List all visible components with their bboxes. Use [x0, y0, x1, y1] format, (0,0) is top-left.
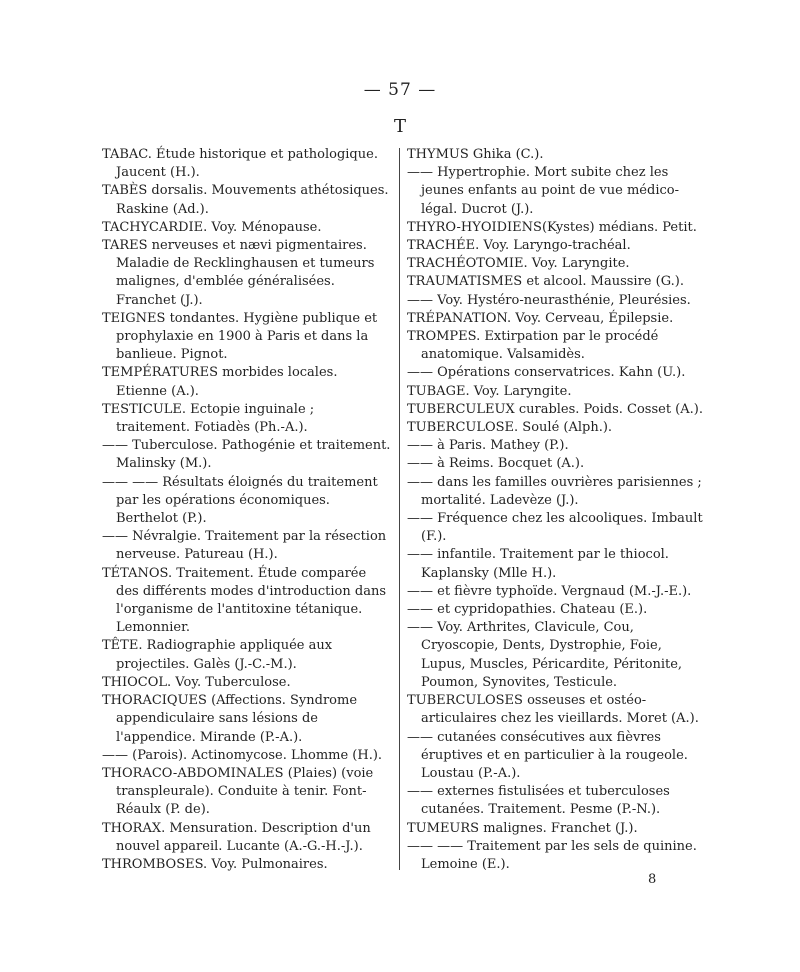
index-entry: TROMPES. Extirpation par le procédé anatomique. Valsamidès.	[407, 329, 659, 363]
index-entry: —— à Reims. Bocquet (A.).	[407, 456, 585, 472]
index-entry: THYMUS Ghika (C.).	[407, 147, 544, 162]
index-entry: —— infantile. Traitement par le thiocol. Kaplansky (Mlle H.).	[407, 547, 669, 581]
column-divider	[399, 148, 400, 870]
signature-mark: 8	[648, 872, 657, 887]
index-entry: TÉTANOS. Traitement. Étude comparée des différents modes d'introduction dans l'organisme de l'antitoxine tétanique. Lemonnier.	[102, 565, 387, 636]
index-entry: —— (Parois). Actinomycose. Lhomme (H.).	[102, 747, 383, 763]
index-entry: —— à Paris. Mathey (P.).	[407, 438, 569, 454]
index-entry: TUMEURS malignes. Franchet (J.).	[407, 820, 638, 836]
index-entry: THORACO-ABDOMINALES (Plaies) (voie transpleurale). Conduite à tenir. Font-Réaulx (P. de).	[102, 765, 374, 818]
index-entry: THIOCOL. Voy. Tuberculose.	[102, 674, 291, 690]
index-entry: TUBERCULOSES osseuses et ostéo-articulaires chez les vieillards. Moret (A.).	[407, 693, 699, 727]
section-letter: T	[393, 116, 406, 137]
index-entry: —— Voy. Arthrites, Clavicule, Cou, Cryoscopie, Dents, Dystrophie, Foie, Lupus, Muscles, Péricardite, Péritonite, Poumon, Synovites, Testicule.	[407, 620, 683, 690]
index-entry: TUBAGE. Voy. Laryngite.	[407, 383, 572, 399]
index-entry: —— externes fistulisées et tuberculoses cutanées. Traitement. Pesme (P.-N.).	[407, 784, 670, 818]
index-entry: TABÈS dorsalis. Mouvements athétosiques. Raskine (Ad.).	[102, 183, 389, 217]
index-entry: —— Névralgie. Traitement par la résection nerveuse. Patureau (H.).	[102, 529, 387, 563]
page-number: — 57 —	[363, 80, 437, 100]
index-entry: —— —— Résultats éloignés du traitement par les opérations économiques. Berthelot (P.).	[102, 474, 378, 527]
index-entry: TUBERCULEUX curables. Poids. Cosset (A.).	[407, 401, 703, 417]
index-entry: TABAC. Étude historique et pathologique. Jaucent (H.).	[102, 147, 378, 181]
index-entry: TEIGNES tondantes. Hygiène publique et prophylaxie en 1900 à Paris et dans la banlieue. Pignot.	[102, 310, 378, 363]
index-entry: TESTICULE. Ectopie inguinale ; traitement. Fotiadès (Ph.-A.).	[102, 401, 315, 436]
index-entry: TARES nerveuses et nævi pigmentaires. Maladie de Recklinghausen et tumeurs malignes, d'emblée généralisées. Franchet (J.).	[102, 238, 375, 308]
index-entry: THORACIQUES (Affections. Syndrome appendiculaire sans lésions de l'appendice. Mirande (P.-A.).	[102, 693, 358, 745]
index-entry: TRAUMATISMES et alcool. Maussire (G.).	[407, 274, 684, 290]
index-entry: THYRO-HYOIDIENS(Kystes) médians. Petit.	[407, 219, 697, 235]
index-entry: TRÉPANATION. Voy. Cerveau, Épilepsie.	[407, 310, 674, 326]
index-entry: —— Hypertrophie. Mort subite chez les jeunes enfants au point de vue médico-légal. Ducrot (J.).	[407, 165, 679, 217]
index-entry: TRACHÉE. Voy. Laryngo-trachéal.	[407, 238, 631, 254]
index-entry: TACHYCARDIE. Voy. Ménopause.	[102, 219, 322, 235]
index-entry: —— Fréquence chez les alcooliques. Imbault (F.).	[407, 511, 703, 545]
index-entry: TUBERCULOSE. Soulé (Alph.).	[407, 420, 613, 436]
index-entry: TÊTE. Radiographie appliquée aux projectiles. Galès (J.-C.-M.).	[102, 638, 333, 672]
right-column	[407, 146, 703, 874]
index-entry: THORAX. Mensuration. Description d'un nouvel appareil. Lucante (A.-G.-H.-J.).	[102, 820, 371, 854]
index-entry: TRACHÉOTOMIE. Voy. Laryngite.	[407, 256, 630, 272]
index-entry: TEMPÉRATURES morbides locales. Etienne (A.).	[102, 365, 338, 399]
index-entry: —— cutanées consécutives aux fièvres éruptives et en particulier à la rougeole. Loustau (P.-A.).	[407, 729, 688, 781]
index-entry: —— dans les familles ouvrières parisiennes ; mortalité. Ladevèze (J.).	[407, 474, 702, 508]
index-entry: —— Voy. Hystéro-neurasthénie, Pleurésies.	[407, 292, 691, 308]
index-entry: —— Tuberculose. Pathogénie et traitement. Malinsky (M.).	[102, 438, 391, 472]
index-entry: THROMBOSES. Voy. Pulmonaires.	[102, 856, 328, 872]
index-entry: —— —— Traitement par les sels de quinine. Lemoine (E.).	[407, 838, 697, 872]
index-entry: —— et cypridopathies. Chateau (E.).	[407, 602, 648, 618]
index-entry: —— Opérations conservatrices. Kahn (U.).	[407, 365, 686, 381]
left-column	[102, 146, 392, 874]
index-entry: —— et fièvre typhoïde. Vergnaud (M.-J.-E.).	[407, 583, 692, 599]
